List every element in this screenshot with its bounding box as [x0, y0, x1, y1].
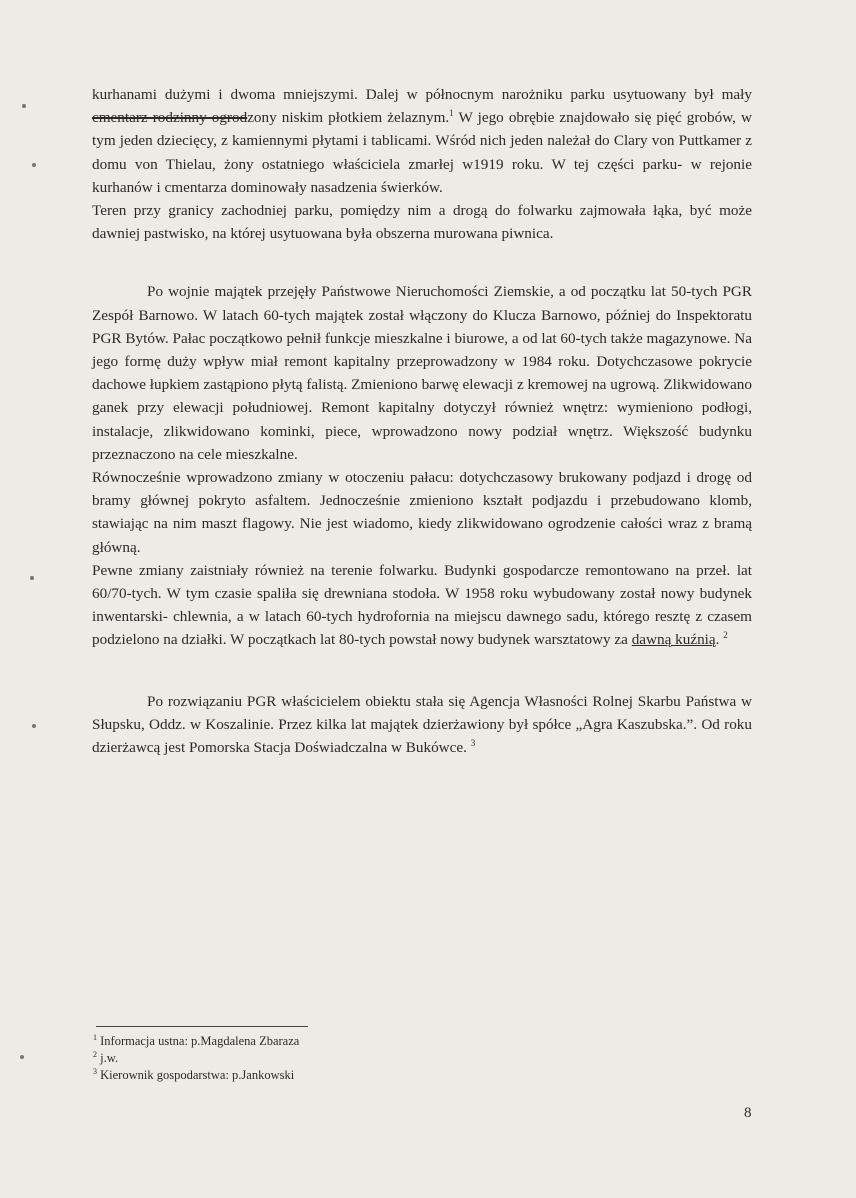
footnote — [93, 1050, 493, 1067]
text-span: Pewne zmiany zaistniały również na terenie folwarku. Budynki gospodarcze remontowano na przeł. lat 60/70-tych. W tym czasie spaliła się drewniana stodoła. W 1958 roku wybudowany został nowy budynek inwentarski- chlewnia, a w latach 60-tych hydrofornia na miejscu dawnego sadu, którego resztę z czasem podzielono na działki. W początkach lat 80-tych powstał nowy budynek warsztatowy za — [92, 561, 752, 649]
footnote-ref: 3 — [470, 738, 476, 749]
paragraph-surroundings: Równocześnie wprowadzono zmiany w otoczeniu pałacu: dotychczasowy brukowany podjazd i drogę od bramy głównej pokryto asfaltem. Jednocześnie zmieniono kształt podjazdu i przebudowano klomb, stawiając na nim maszt flagowy. Nie jest wiadomo, kiedy zlikwidowano ogrodzenie całości wraz z bramą główną. — [92, 469, 752, 556]
struck-text: cmentarz rodzinny ogrod — [92, 109, 248, 127]
footnote-text: Kierownik gospodarstwa: p.Jankowski — [100, 1068, 295, 1082]
text-span: Po rozwiązaniu PGR właścicielem obiektu stała się Agencja Własności Rolnej Skarbu Państwa w Słupsku, Oddz. w Koszalinie. Przez kilka lat majątek dzierżawiony był spółce „Agra Kaszubska.”. Od roku dzierżawcą jest Pomorska Stacja Doświadczalna w Bukówce. — [92, 692, 752, 757]
scan-speck — [20, 1055, 24, 1059]
marked-text: dawną kuźnią — [631, 631, 716, 649]
paragraph-postwar: Po wojnie majątek przejęły Państwowe Nieruchomości Ziemskie, a od początku lat 50-tych PGR Zespół Barnowo. W latach 60-tych majątek został włączony do Klucza Barnowo, później do Inspektoratu PGR Bytów. Pałac początkowo pełnił funkcje mieszkalne i biurowe, a od lat 60-tych także magazynowe. Na jego formę duży wpływ miał remont kapitalny przeprowadzony w 1984 roku. Dotychczasowe pokrycie dachowe łupkiem zastąpiono płytą falistą. Zmieniono barwę elewacji z kremowej na ugrową. Zlikwidowano ganek przy elewacji południowej. Remont kapitalny dotyczył również wnętrz: wymieniono podłogi, instalacje, zlikwidowano kominki, piece, wprowadzono nowy podział wnętrz. Większość budynku przeznaczono na cele mieszkalne. — [92, 283, 752, 463]
text-span: W jego obrębie znajdowało się pięć grobów, w tym jeden dziecięcy, z kamiennymi płytami i tablicami. Wśród nich jeden należał do Clary von Puttkamer z domu von Thielau, żony ostatniego właściciela zmarłej w1919 roku. W tej części parku- w rejonie kurhanów i cmentarza dominowały nasadzenia świerków. — [92, 109, 752, 196]
footnote-number: 1 — [93, 1033, 97, 1042]
scan-speck — [32, 163, 36, 167]
scan-speck — [30, 576, 34, 580]
footnote-number: 3 — [93, 1067, 97, 1076]
paragraph-cemetery — [92, 83, 752, 199]
footnote-number: 2 — [93, 1050, 97, 1059]
footnote — [93, 1067, 493, 1084]
footnote-ref: 1 — [449, 108, 454, 119]
scan-speck — [22, 104, 26, 108]
text-span: kurhanami dużymi i dwoma mniejszymi. Dalej w północnym narożniku parku usytuowany był mały — [92, 86, 752, 103]
footnote-text: Informacja ustna: p.Magdalena Zbaraza — [100, 1034, 300, 1048]
paragraph-farm — [92, 559, 752, 652]
footnote — [93, 1033, 493, 1050]
paragraph-agency — [92, 690, 752, 760]
spacer — [92, 652, 752, 690]
footnote-text: j.w. — [100, 1051, 119, 1065]
footnotes — [93, 1033, 493, 1084]
footnote-ref: 2 — [723, 630, 728, 641]
paragraph-meadow: Teren przy granicy zachodniej parku, pomiędzy nim a drogą do folwarku zajmowała łąka, być może dawniej pastwisko, na której usytuowana była obszerna murowana piwnica. — [92, 202, 752, 243]
text-span: . — [715, 631, 724, 649]
footnote-divider — [96, 1026, 308, 1027]
page-number: 8 — [744, 1105, 752, 1121]
body-text — [92, 83, 752, 759]
spacer — [92, 245, 752, 280]
scan-speck — [32, 724, 36, 728]
text-span: zony niskim płotkiem żelaznym. — [247, 109, 450, 127]
